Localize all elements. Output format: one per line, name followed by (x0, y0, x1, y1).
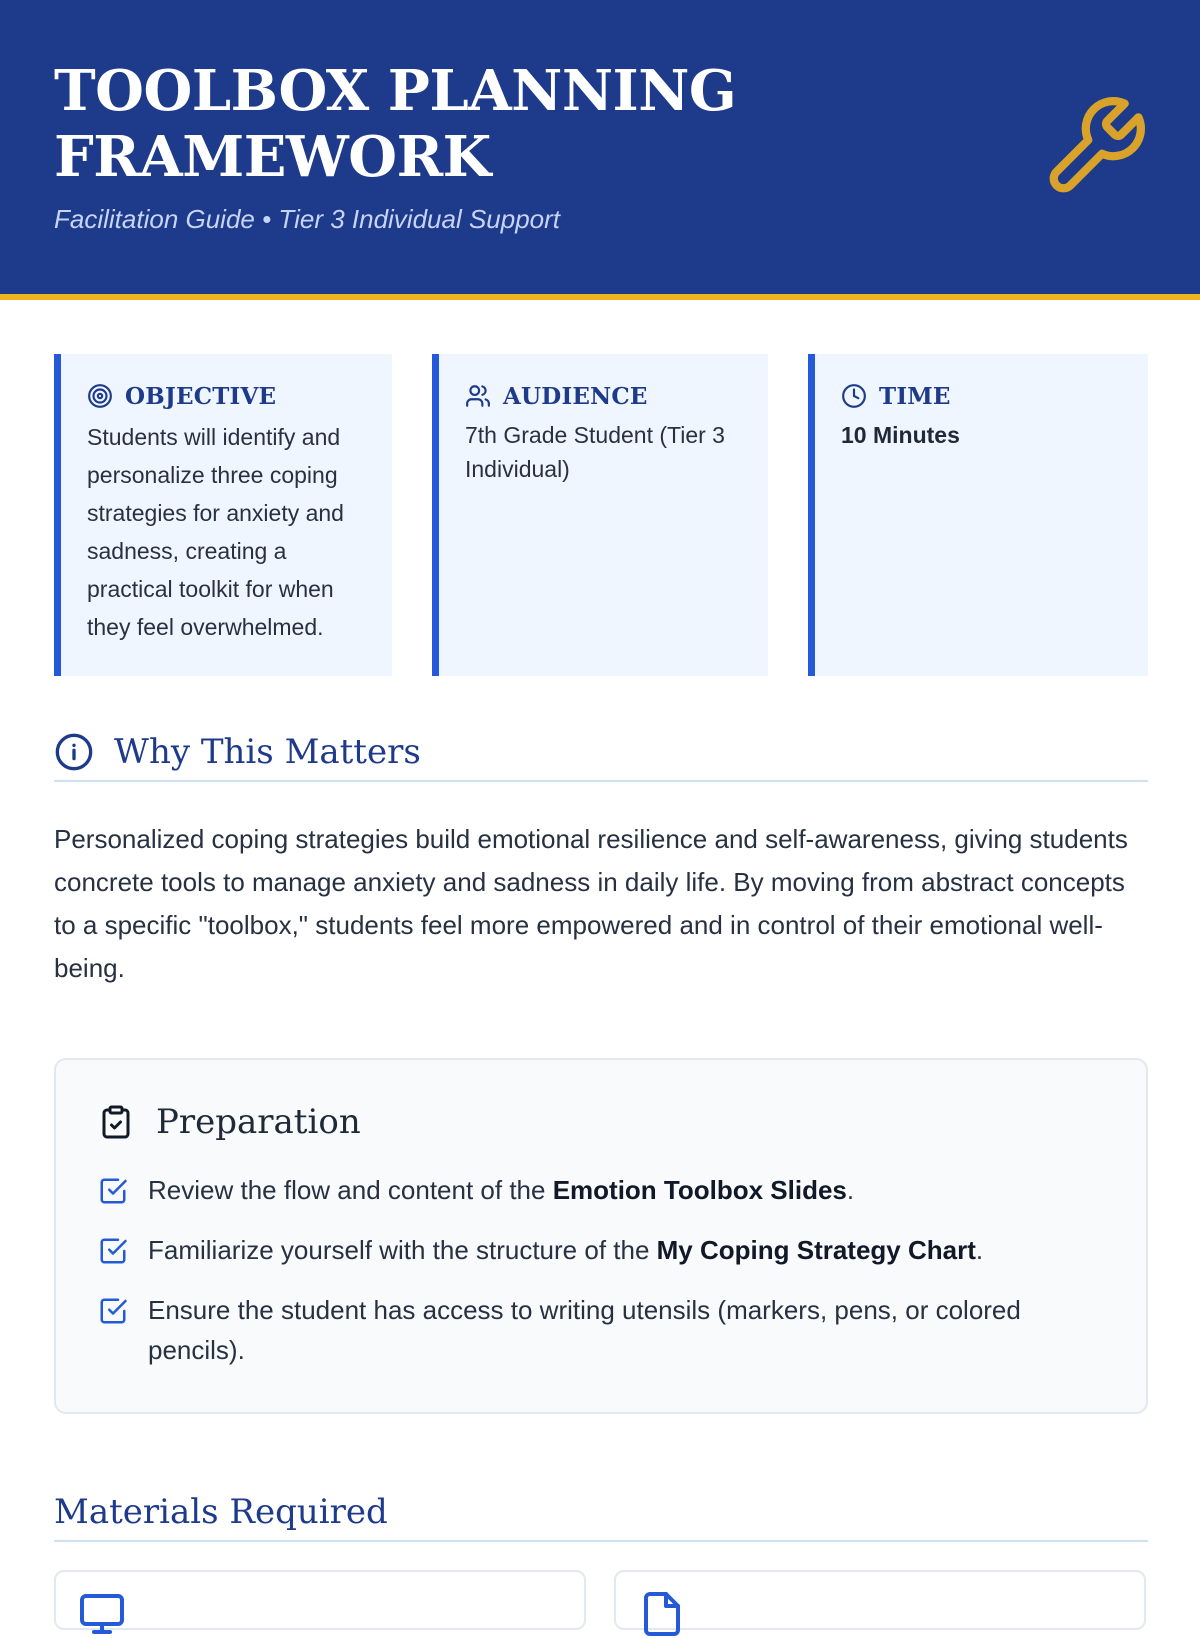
preparation-item-text-plain: Review the flow and content of the (148, 1175, 553, 1205)
preparation-panel (54, 1058, 1148, 1414)
checkbox-checked-icon (98, 1236, 128, 1266)
preparation-item-text (148, 1170, 854, 1210)
objective-label: OBJECTIVE (125, 382, 277, 410)
clock-icon (841, 383, 867, 409)
slides-icon (78, 1590, 126, 1638)
audience-text: 7th Grade Student (Tier 3 Individual) (465, 422, 725, 482)
materials-section-heading (54, 1484, 1148, 1542)
audience-label: AUDIENCE (503, 382, 648, 410)
preparation-item-text-bold: My Coping Strategy Chart (656, 1235, 976, 1265)
audience-card (432, 354, 768, 676)
time-text: 10 Minutes (841, 422, 960, 448)
preparation-item (98, 1170, 1108, 1210)
material-card (54, 1570, 586, 1630)
page-title (54, 58, 814, 190)
document-icon (638, 1590, 686, 1638)
time-card (808, 354, 1148, 676)
checkbox-checked-icon (98, 1176, 128, 1206)
objective-card (54, 354, 392, 676)
materials-section-title: Materials Required (54, 1492, 388, 1532)
preparation-item-text-plain: Familiarize yourself with the structure of the (148, 1235, 657, 1265)
preparation-item (98, 1290, 1108, 1370)
page-title-line-1: TOOLBOX PLANNING (54, 58, 737, 124)
preparation-item-text (148, 1230, 983, 1270)
page-title-line-2: FRAMEWORK (54, 124, 491, 190)
time-label: TIME (879, 382, 951, 410)
target-icon (87, 383, 113, 409)
preparation-item-text-plain: Ensure the student has access to writing utensils (markers, pens, or colored pencils). (148, 1295, 1021, 1365)
checkbox-checked-icon (98, 1296, 128, 1326)
info-icon (54, 732, 94, 772)
why-section-body: Personalized coping strategies build emotional resilience and self-awareness, giving students concrete tools to manage anxiety and sadness in daily life. By moving from abstract concepts to a specific "toolbox," students feel more empowered and in control of their emotional well-being. (54, 824, 1128, 983)
users-icon (465, 383, 491, 409)
material-card (614, 1570, 1146, 1630)
why-section-title: Why This Matters (114, 732, 421, 772)
preparation-item-text (148, 1290, 1108, 1370)
preparation-item-text-end: . (846, 1175, 855, 1205)
preparation-item-text-bold: Emotion Toolbox Slides (552, 1175, 847, 1205)
overview-cards (54, 354, 1148, 676)
preparation-title: Preparation (156, 1102, 361, 1142)
page-subtitle: Facilitation Guide • Tier 3 Individual Support (54, 204, 561, 234)
objective-text: Students will identify and personalize three coping strategies for anxiety and sadness, creating a practical toolkit for when they feel overwhelmed. (87, 424, 344, 640)
why-section-heading (54, 724, 1148, 782)
page-header (0, 0, 1200, 300)
wrench-icon (1040, 92, 1150, 202)
clipboard-check-icon (98, 1103, 134, 1141)
preparation-item-text-end: . (975, 1235, 984, 1265)
preparation-item (98, 1230, 1108, 1270)
